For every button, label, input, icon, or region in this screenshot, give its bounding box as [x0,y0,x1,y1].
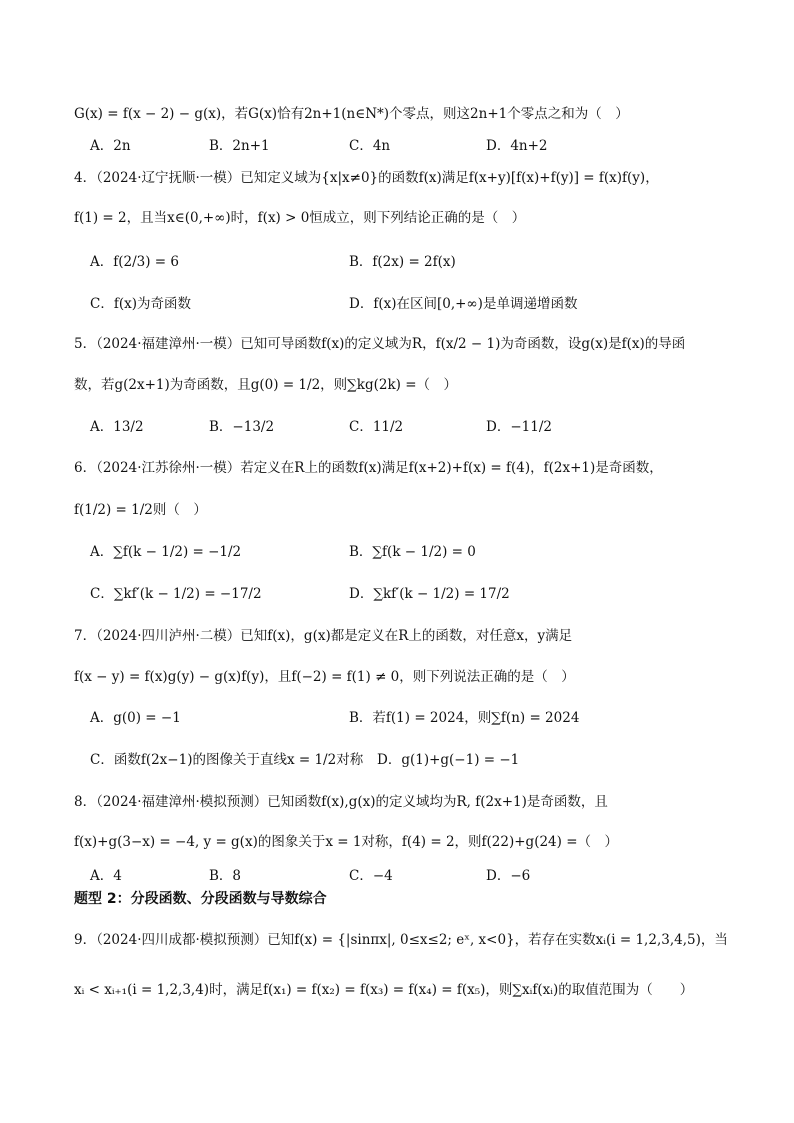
q6-option-b[interactable]: B．∑f(k − 1/2) = 0 [349,544,476,560]
q3-option-c[interactable]: C．4n [349,138,391,154]
q6-option-c[interactable]: C．∑kf′(k − 1/2) = −17/2 [90,586,262,602]
q5-stem-line-2: 数，若g(2x+1)为奇函数，且g(0) = 1/2，则∑kg(2k) =（ ） [74,377,458,393]
q3-option-a[interactable]: A．2n [90,138,131,154]
q7-options-row-2 [74,748,754,772]
q4-option-b[interactable]: B．f(2x) = 2f(x) [349,254,456,270]
q4-option-d[interactable]: D．f(x)在区间[0,+∞)是单调递增函数 [349,296,578,312]
q8-option-c[interactable]: C．−4 [349,868,393,884]
q7-stem-line-2: f(x − y) = f(x)g(y) − g(x)f(y)，且f(−2) = f(1) ≠ 0，则下列说法正确的是（ ） [74,669,575,685]
q6-option-d[interactable]: D．∑kf′(k − 1/2) = 17/2 [349,586,510,602]
q3-option-d[interactable]: D．4n+2 [486,138,548,154]
section-heading: 题型 2：分段函数、分段函数与导数综合 [74,891,327,907]
q8-stem-line-1: 8．（2024·福建漳州·模拟预测）已知函数f(x),g(x)的定义域均为R, f(2x+1)是奇函数，且 [74,794,608,810]
q8-option-a[interactable]: A．4 [90,868,122,884]
q7-option-d[interactable]: D．g(1)+g(−1) = −1 [377,752,520,768]
q5-option-c[interactable]: C．11/2 [349,419,404,435]
q3-options [74,134,754,158]
q4-options-row-1 [74,250,754,274]
q5-options [74,415,754,439]
q8-option-b[interactable]: B．8 [209,868,242,884]
q4-stem-line-1: 4．（2024·辽宁抚顺·一模）已知定义域为{x|x≠0}的函数f(x)满足f(x+y)[f(x)+f(y)] = f(x)f(y)， [74,170,659,186]
q6-option-a[interactable]: A．∑f(k − 1/2) = −1/2 [90,544,242,560]
q3-stem-continuation: G(x) = f(x − 2) − g(x)，若G(x)恰有2n+1(n∈N*)个零点，则这2n+1个零点之和为（ ） [74,106,629,122]
q7-option-b[interactable]: B．若f(1) = 2024，则∑f(n) = 2024 [349,710,580,726]
q6-options-row-2 [74,582,754,606]
q5-option-d[interactable]: D．−11/2 [486,419,552,435]
q7-option-c[interactable]: C．函数f(2x−1)的图像关于直线x = 1/2对称 [90,752,364,768]
q7-options-row-1 [74,706,754,730]
q4-option-c[interactable]: C．f(x)为奇函数 [90,296,191,312]
q5-option-a[interactable]: A．13/2 [90,419,144,435]
q8-options [74,864,754,888]
q7-option-a[interactable]: A．g(0) = −1 [90,710,181,726]
q8-stem-line-2: f(x)+g(3−x) = −4, y = g(x)的图象关于x = 1对称，f(4) = 2，则f(22)+g(24) =（ ） [74,834,619,850]
q8-option-d[interactable]: D．−6 [486,868,531,884]
q4-stem-line-2: f(1) = 2，且当x∈(0,+∞)时，f(x) > 0恒成立，则下列结论正确的是（ ） [74,210,526,226]
q5-option-b[interactable]: B．−13/2 [209,419,275,435]
q9-stem-line-2: xᵢ < xᵢ₊₁(i = 1,2,3,4)时，满足f(x₁) = f(x₂) = f(x₃) = f(x₄) = f(x₅)，则∑xᵢf(xᵢ)的取值范围为（ ） [74,982,694,998]
q4-option-a[interactable]: A．f(2/3) = 6 [90,254,179,270]
q6-stem-line-2: f(1/2) = 1/2则（ ） [74,502,207,518]
q3-option-b[interactable]: B．2n+1 [209,138,270,154]
q6-stem-line-1: 6．（2024·江苏徐州·一模）若定义在R上的函数f(x)满足f(x+2)+f(x) = f(4)，f(2x+1)是奇函数， [74,460,663,476]
q9-stem-line-1: 9．（2024·四川成都·模拟预测）已知f(x) = {|sinπx|, 0≤x≤2; eˣ, x<0}，若存在实数xᵢ(i = 1,2,3,4,5)，当 [74,932,728,948]
q5-stem-line-1: 5．（2024·福建漳州·一模）已知可导函数f(x)的定义域为R，f(x/2 − 1)为奇函数，设g(x)是f(x)的导函 [74,336,686,352]
q6-options-row-1 [74,540,754,564]
q4-options-row-2 [74,292,754,316]
q7-stem-line-1: 7．（2024·四川泸州·二模）已知f(x)，g(x)都是定义在R上的函数，对任意x，y满足 [74,628,573,644]
